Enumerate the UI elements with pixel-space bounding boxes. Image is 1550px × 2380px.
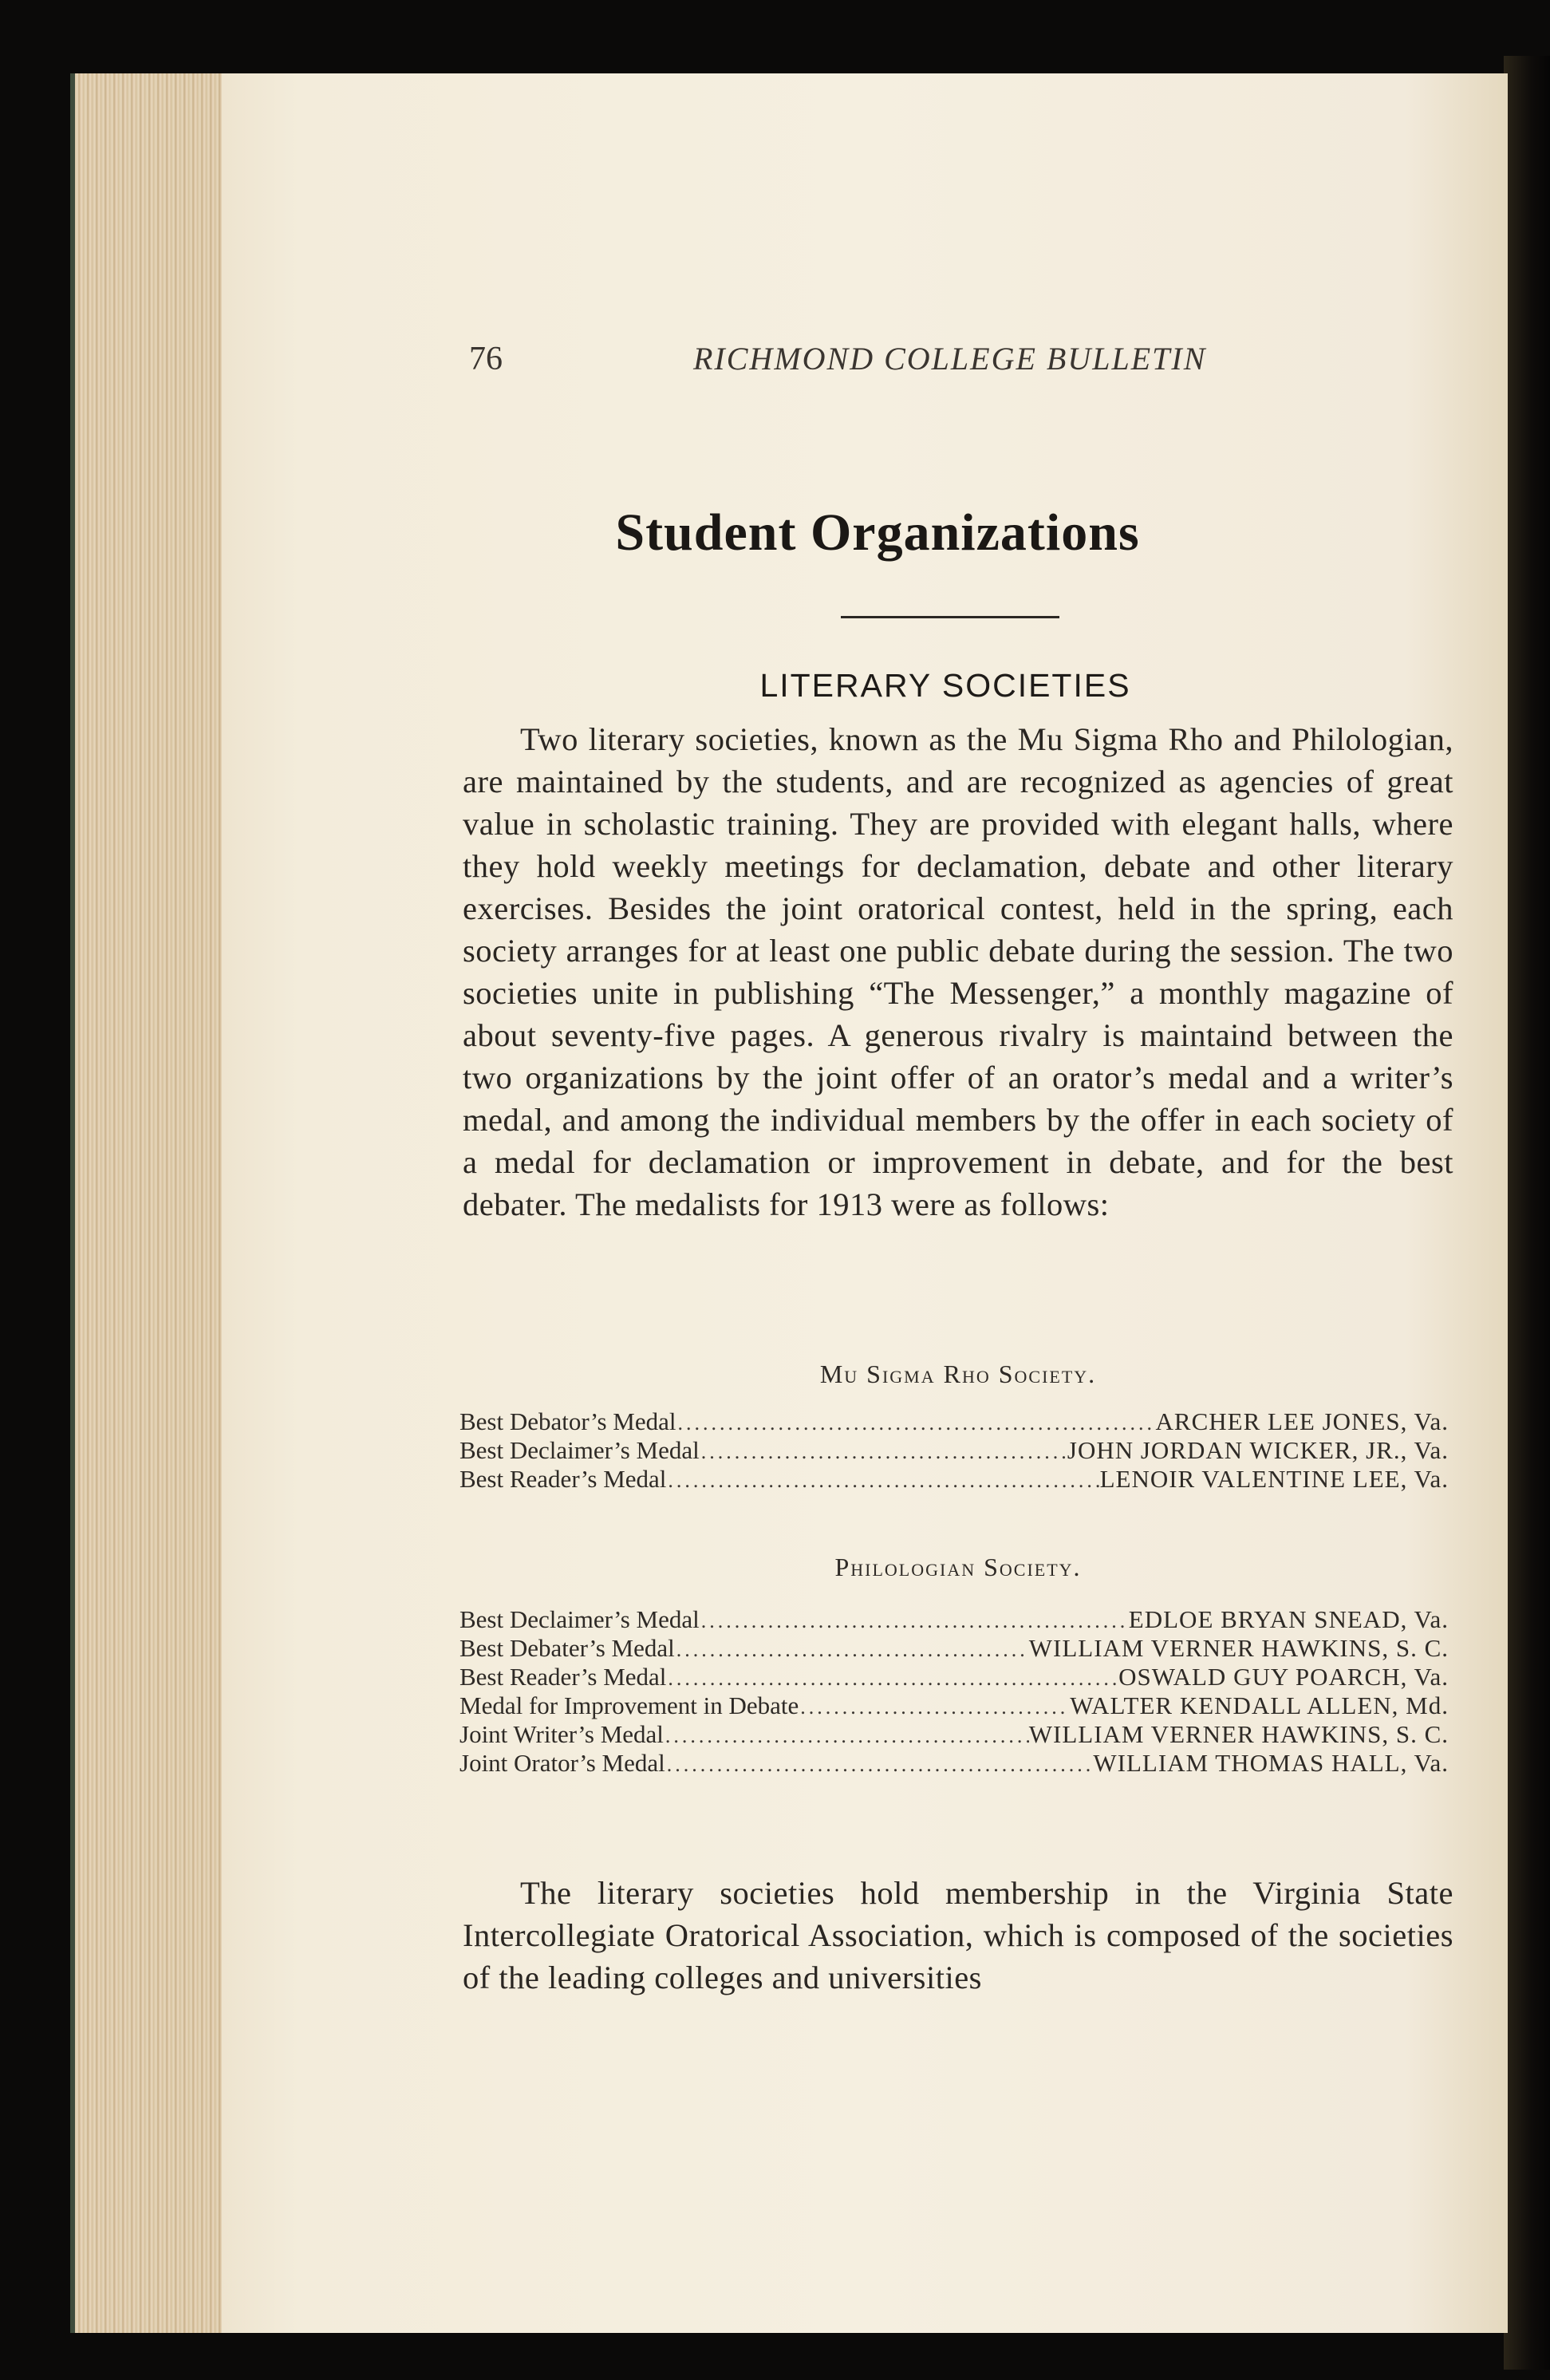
award-winner: ARCHER LEE JONES, Va. (1155, 1407, 1449, 1435)
award-title: Best Declaimer’s Medal (459, 1605, 700, 1633)
award-row (459, 1407, 1449, 1436)
award-row (459, 1749, 1449, 1778)
book-page-edges (70, 73, 227, 2333)
award-winner: WALTER KENDALL ALLEN, Md. (1070, 1691, 1449, 1719)
award-winner: JOHN JORDAN WICKER, JR., Va. (1067, 1436, 1449, 1464)
dot-leader (676, 1411, 1155, 1435)
award-row (459, 1691, 1449, 1720)
award-winner: LENOIR VALENTINE LEE, Va. (1099, 1465, 1449, 1493)
award-title: Joint Writer’s Medal (459, 1720, 664, 1748)
award-row (459, 1605, 1449, 1634)
section-title: Student Organizations (615, 503, 1140, 562)
dot-leader (675, 1638, 1029, 1662)
award-winner: EDLOE BRYAN SNEAD, Va. (1128, 1605, 1449, 1633)
society-heading-mu-sigma-rho: Mu Sigma Rho Society. (819, 1360, 1097, 1388)
dot-leader (665, 1753, 1094, 1777)
award-winner: WILLIAM VERNER HAWKINS, S. C. (1028, 1720, 1449, 1748)
award-winner: WILLIAM VERNER HAWKINS, S. C. (1028, 1634, 1449, 1662)
award-row (459, 1663, 1449, 1691)
award-title: Medal for Improvement in Debate (459, 1691, 799, 1719)
award-winner: OSWALD GUY POARCH, Va. (1118, 1663, 1449, 1691)
award-list-mu-sigma-rho (459, 1407, 1449, 1494)
award-title: Best Reader’s Medal (459, 1465, 667, 1493)
dot-leader (799, 1695, 1070, 1719)
dot-leader (664, 1724, 1029, 1748)
award-title: Best Debator’s Medal (459, 1407, 676, 1435)
book-gutter-shadow (1504, 56, 1550, 2370)
award-title: Best Declaimer’s Medal (459, 1436, 700, 1464)
title-divider (841, 616, 1059, 618)
award-title: Best Debater’s Medal (459, 1634, 675, 1662)
award-row (459, 1465, 1449, 1494)
running-head: RICHMOND COLLEGE BULLETIN (693, 341, 1207, 377)
page-number: 76 (469, 341, 503, 377)
award-title: Best Reader’s Medal (459, 1663, 667, 1691)
award-winner: WILLIAM THOMAS HALL, Va. (1093, 1749, 1449, 1777)
section-subheading: LITERARY SOCIETIES (759, 667, 1131, 704)
award-list-philologian (459, 1605, 1449, 1778)
award-row (459, 1436, 1449, 1465)
dot-leader (700, 1440, 1067, 1464)
closing-paragraph: The literary societies hold membership in the Virginia State Intercollegiate Oratorical Association, which is composed of the societies of the leading colleges and universities (463, 1875, 1453, 1995)
dot-leader (666, 1667, 1118, 1691)
award-title: Joint Orator’s Medal (459, 1749, 665, 1777)
page-header (469, 340, 1299, 388)
intro-paragraph: Two literary societies, known as the Mu Sigma Rho and Philologian, are maintained by the students, and are recognized as agencies of great value in scholastic training. They are provided with elegant halls, where they hold weekly meetings for declamation, debate and other literary exercises. Besides the joint oratorical contest, held in the spring, each society arranges for at least one public debate during the session. The two societies unite in publishing “The Messenger,” a monthly magazine of about seventy-five pages. A generous rivalry is maintaind between the two organizations by the joint offer of an orator’s medal and a writer’s medal, and among the individual members by the offer in each society of a medal for declamation or improvement in debate, and for the best debater. The medalists for 1913 were as follows: (463, 721, 1453, 1222)
society-heading-philologian: Philologian Society. (834, 1553, 1082, 1581)
dot-leader (700, 1609, 1129, 1633)
award-row (459, 1720, 1449, 1749)
award-row (459, 1634, 1449, 1663)
dot-leader (666, 1469, 1099, 1493)
